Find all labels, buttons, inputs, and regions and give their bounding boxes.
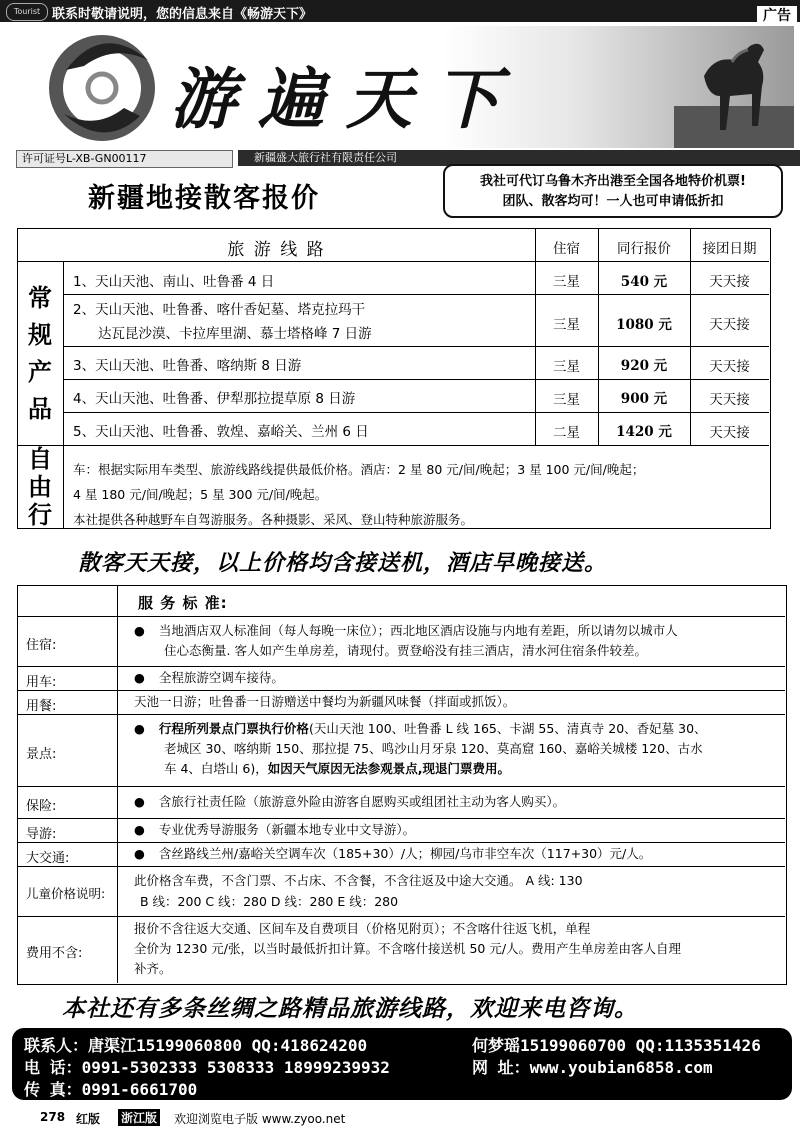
route-price: 900 元 bbox=[620, 391, 668, 407]
route-date: 天天接 bbox=[709, 392, 750, 408]
airfare-notice bbox=[443, 164, 783, 218]
route-hotel: 三星 bbox=[553, 274, 580, 290]
route-name: 4、天山天池、吐鲁番、伊犁那拉提草原 8 日游 bbox=[73, 391, 356, 407]
route-column-header: 旅 游 线 路 bbox=[227, 240, 326, 260]
license-number: 许可证号L-XB-GN00117 bbox=[16, 150, 233, 168]
service-text: 全程旅游空调车接待。 bbox=[158, 670, 284, 685]
route-price: 1420 元 bbox=[616, 424, 672, 440]
route-name: 1、天山天池、南山、吐鲁番 4 日 bbox=[73, 274, 275, 290]
magazine-logo: Tourist bbox=[6, 3, 48, 21]
page-number: 278 bbox=[40, 1110, 66, 1124]
contact-person: 联系人：唐渠江15199060800 QQ:418624200 bbox=[24, 1036, 368, 1055]
date-column-header: 接团日期 bbox=[702, 241, 757, 257]
service-label: 景点: bbox=[26, 747, 57, 762]
bullet-icon: ● bbox=[134, 822, 145, 837]
horse-image bbox=[674, 26, 794, 148]
service-label: 保险: bbox=[26, 799, 57, 814]
service-label: 导游: bbox=[26, 827, 57, 842]
pickup-slogan: 散客天天接，以上价格均含接送机，酒店早晚接送。 bbox=[78, 550, 608, 576]
price-column-header: 同行报价 bbox=[617, 241, 671, 257]
contact-phone: 电 话：0991-5302333 5308333 18999239932 bbox=[24, 1058, 390, 1077]
route-date: 天天接 bbox=[709, 317, 750, 333]
service-text: 当地酒店双人标准间（每人每晚一床位）；西北地区酒店设施与内地有差距，所以请勿以城市人 bbox=[158, 623, 678, 638]
service-label: 用车: bbox=[26, 675, 57, 690]
footer bbox=[0, 1109, 800, 1127]
route-name-cont: 达瓦昆沙漠、卡拉库里湖、慕士塔格峰 7 日游 bbox=[98, 326, 372, 342]
top-bar bbox=[0, 0, 800, 22]
more-routes-slogan: 本社还有多条丝绸之路精品旅游线路，欢迎来电咨询。 bbox=[62, 995, 638, 1022]
service-table bbox=[17, 585, 787, 985]
service-text: B 线：200 C 线：280 D 线：280 E 线：280 bbox=[140, 894, 399, 909]
route-hotel: 二星 bbox=[553, 425, 580, 441]
company-name: 新疆盛大旅行社有限责任公司 bbox=[238, 150, 800, 166]
route-date: 天天接 bbox=[709, 425, 750, 441]
route-name: 5、天山天池、吐鲁番、敦煌、嘉峪关、兰州 6 日 bbox=[73, 424, 369, 440]
service-text: 全价为 1230 元/张，以当时最低折扣计算。不含喀什接送机 50 元/人。费用产生单房差由客人自理 bbox=[134, 941, 682, 956]
service-text: 含丝路线兰州/嘉峪关空调车次（185+30）/人；柳园/乌市非空车次（117+30）元/人。 bbox=[158, 846, 652, 861]
edition-label: 红版 bbox=[76, 1112, 101, 1126]
free-travel-line: 本社提供各种越野车自驾游服务。各种摄影、采风、登山特种旅游服务。 bbox=[73, 512, 474, 527]
notice-line-1: 我社可代订乌鲁木齐出港至全国各地特价机票! bbox=[480, 174, 746, 189]
service-text: (天山天池 100、吐鲁番 L 线 165、卡湖 55、清真寺 20、香妃墓 30、 bbox=[308, 721, 707, 736]
top-bar-text: 联系时敬请说明，您的信息来自《畅游天下》 bbox=[52, 7, 313, 22]
region-label: 浙江版 bbox=[118, 1109, 160, 1126]
website-footer: 欢迎浏览电子版 www.zyoo.net bbox=[174, 1112, 346, 1126]
service-text: 此价格含车费，不含门票、不占床、不含餐，不含往返及中途大交通。 A 线: 130 bbox=[134, 873, 583, 888]
service-label: 住宿: bbox=[26, 638, 57, 653]
regular-product-label: 常规产品 bbox=[28, 283, 52, 423]
service-text: 专业优秀导游服务（新疆本地专业中文导游）。 bbox=[158, 822, 416, 837]
service-header: 服 务 标 准: bbox=[138, 594, 228, 612]
route-name: 3、天山天池、吐鲁番、喀纳斯 8 日游 bbox=[73, 358, 302, 374]
routes-table bbox=[17, 228, 771, 529]
route-price: 1080 元 bbox=[616, 317, 672, 333]
service-text: 报价不含往返大交通、区间车及自费项目（价格见附页）；不含喀什往返飞机，单程 bbox=[134, 921, 591, 936]
bullet-icon: ● bbox=[134, 846, 145, 861]
route-hotel: 三星 bbox=[553, 359, 580, 375]
page-title: 新疆地接散客报价 bbox=[88, 183, 320, 214]
service-text: 车 4、白塔山 6)， bbox=[164, 761, 268, 776]
bullet-icon: ● bbox=[134, 623, 145, 638]
route-hotel: 三星 bbox=[553, 392, 580, 408]
hotel-column-header: 住宿 bbox=[553, 241, 580, 257]
ad-badge: 广告 bbox=[757, 6, 797, 26]
route-price: 540 元 bbox=[620, 274, 668, 290]
contact-fax: 传 真：0991-6661700 bbox=[24, 1080, 198, 1099]
service-label: 大交通: bbox=[26, 851, 70, 866]
service-text-bold: 如因天气原因无法参观景点,现退门票费用。 bbox=[267, 761, 510, 776]
service-text: 老城区 30、喀纳斯 150、那拉提 75、鸣沙山月牙泉 120、莫高窟 160、嘉峪关城楼 120、古水 bbox=[164, 741, 703, 756]
brand-name: 游遍天下 bbox=[170, 60, 522, 138]
free-travel-label: 自由行 bbox=[28, 444, 52, 529]
service-text: 含旅行社责任险（旅游意外险由游客自愿购买或组团社主动为客人购买）。 bbox=[158, 794, 566, 809]
contact-website: 网 址：www.youbian6858.com bbox=[472, 1058, 713, 1077]
free-travel-line: 车：根据实际用车类型、旅游线路线提供最低价格。酒店：2 星 80 元/间/晚起；3 星 100 元/间/晚起； bbox=[73, 462, 645, 477]
route-name: 2、天山天池、吐鲁番、喀什香妃墓、塔克拉玛干 bbox=[73, 302, 366, 318]
route-hotel: 三星 bbox=[553, 317, 580, 333]
bullet-icon: ● bbox=[134, 721, 145, 736]
service-text: 住心态衡量. 客人如产生单房差，请现付。贾登峪没有挂三酒店，清水河住宿条件较差。 bbox=[164, 643, 647, 658]
contact-person-2: 何梦瑶15199060700 QQ:1135351426 bbox=[472, 1036, 761, 1055]
contact-box bbox=[12, 1028, 792, 1100]
bullet-icon: ● bbox=[134, 794, 145, 809]
route-date: 天天接 bbox=[709, 359, 750, 375]
service-text: 补齐。 bbox=[134, 961, 172, 976]
service-label: 费用不含: bbox=[26, 946, 83, 961]
notice-line-2: 团队、散客均可！一人也可申请低折扣 bbox=[502, 194, 724, 209]
bullet-icon: ● bbox=[134, 670, 145, 685]
service-label: 儿童价格说明: bbox=[26, 886, 106, 901]
route-date: 天天接 bbox=[709, 274, 750, 290]
route-price: 920 元 bbox=[620, 358, 668, 374]
service-text: 天池一日游；吐鲁番一日游赠送中餐均为新疆风味餐（拌面或抓饭）。 bbox=[134, 694, 516, 709]
swirl-logo-icon bbox=[44, 30, 164, 142]
service-label: 用餐: bbox=[26, 699, 57, 714]
free-travel-line: 4 星 180 元/间/晚起；5 星 300 元/间/晚起。 bbox=[73, 487, 328, 502]
service-text-bold: 行程所列景点门票执行价格 bbox=[158, 721, 309, 736]
